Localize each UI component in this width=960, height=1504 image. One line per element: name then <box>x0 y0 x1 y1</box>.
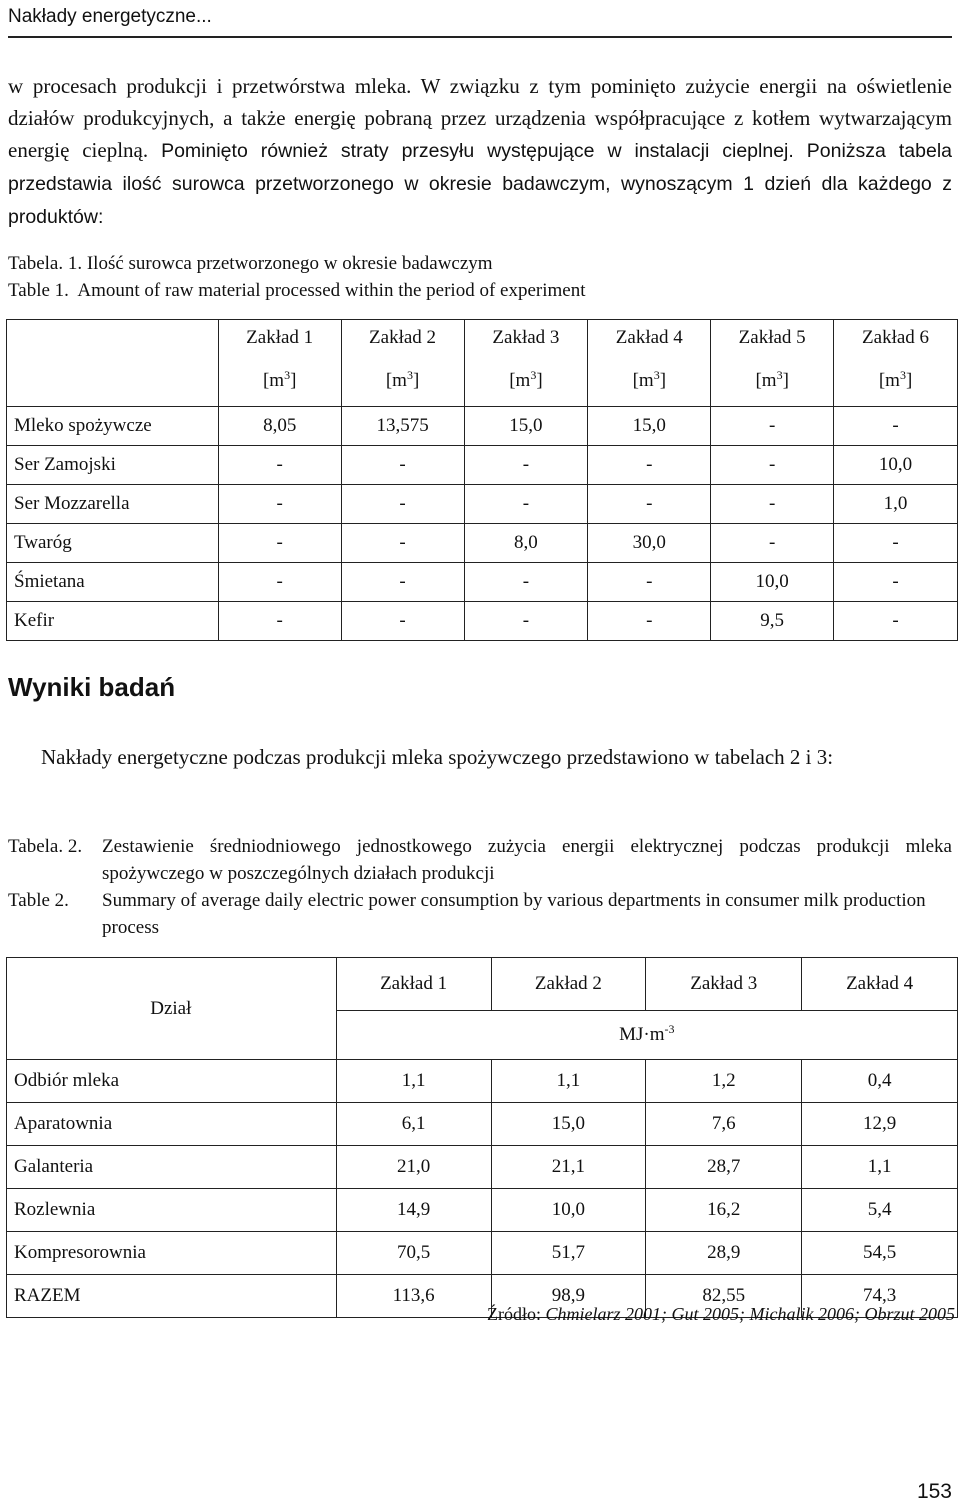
table1-caption-en: Table 1. Amount of raw material processed within the period of experiment <box>8 280 586 301</box>
row-label: Aparatownia <box>7 1103 337 1146</box>
table-cell: 13,575 <box>341 407 464 446</box>
table-cell: - <box>341 563 464 602</box>
table2-header-row <box>7 958 958 1011</box>
row-label: Odbiór mleka <box>7 1060 337 1103</box>
table-cell: - <box>218 446 341 485</box>
table-cell: 5,4 <box>802 1189 958 1232</box>
row-label: Śmietana <box>7 563 219 602</box>
row-label: RAZEM <box>7 1275 337 1318</box>
table-cell: 15,0 <box>491 1103 646 1146</box>
table2-col-header: Zakład 3 <box>646 958 802 1011</box>
row-label: Ser Zamojski <box>7 446 219 485</box>
table-cell: - <box>588 563 711 602</box>
table2-dept-header: Dział <box>7 958 337 1060</box>
table-cell: - <box>711 485 834 524</box>
section-heading: Wyniki badań <box>8 672 176 702</box>
table-cell: 10,0 <box>834 446 958 485</box>
table1-unit: $[m^3]$ <box>711 356 834 407</box>
table-row <box>7 524 958 563</box>
table-cell: 21,0 <box>336 1146 491 1189</box>
table-cell: 1,0 <box>834 485 958 524</box>
table-cell: 98,9 <box>491 1275 646 1318</box>
table-cell: - <box>711 524 834 563</box>
table-cell: - <box>588 446 711 485</box>
table-cell: 10,0 <box>491 1189 646 1232</box>
table-cell: - <box>464 446 588 485</box>
row-label: Galanteria <box>7 1146 337 1189</box>
table-cell: - <box>464 563 588 602</box>
table2-caption-en: Table 2. Summary of average daily electric power consumption by various departments in consumer milk production process <box>8 890 926 938</box>
table1-col-header: Zakład 6 <box>834 320 958 357</box>
table-cell: - <box>464 602 588 641</box>
table-row <box>7 1189 958 1232</box>
row-label: Kompresorownia <box>7 1232 337 1275</box>
table-cell: - <box>711 407 834 446</box>
table-cell: 9,5 <box>711 602 834 641</box>
table-row <box>7 485 958 524</box>
table-row <box>7 407 958 446</box>
table2-source: Źródło: Chmielarz 2001; Gut 2005; Michalik 2006; Obrzut 2005 <box>487 1304 955 1324</box>
row-label: Twaróg <box>7 524 219 563</box>
table-cell: 7,6 <box>646 1103 802 1146</box>
table-cell: 15,0 <box>464 407 588 446</box>
table-cell: - <box>341 446 464 485</box>
table1-col-header: Zakład 4 <box>588 320 711 357</box>
table-cell: - <box>588 485 711 524</box>
table-cell: 1,1 <box>802 1146 958 1189</box>
table1-unit: $[m^3]$ <box>834 356 958 407</box>
running-header-title: Nakłady energetyczne... <box>8 6 212 27</box>
table1-unit: $[m^3]$ <box>588 356 711 407</box>
table1 <box>6 319 958 641</box>
table-cell: 1,1 <box>336 1060 491 1103</box>
table-row <box>7 1103 958 1146</box>
table1-col-header: Zakład 2 <box>341 320 464 357</box>
table-cell: 21,1 <box>491 1146 646 1189</box>
table2-caption-pl: Tabela. 2. Zestawienie średniodniowego jednostkowego zużycia energii elektrycznej podczas produkcji mleka spożywczego w poszczególnych działach produkcji <box>8 836 952 884</box>
table-cell: - <box>834 407 958 446</box>
row-label: Rozlewnia <box>7 1189 337 1232</box>
table-cell: 54,5 <box>802 1232 958 1275</box>
table-cell: - <box>834 602 958 641</box>
table-cell: - <box>218 602 341 641</box>
intro-paragraph <box>8 70 952 233</box>
table-cell: 10,0 <box>711 563 834 602</box>
table1-unit-row <box>7 356 958 407</box>
page-number: 153 <box>916 1480 952 1503</box>
table-row <box>7 1146 958 1189</box>
table-cell: - <box>341 602 464 641</box>
table-row <box>7 446 958 485</box>
table-cell: - <box>711 446 834 485</box>
table1-unit: $[m^3]$ <box>464 356 588 407</box>
table-cell: 14,9 <box>336 1189 491 1232</box>
table-row <box>7 1060 958 1103</box>
table2 <box>6 957 958 1318</box>
table1-col-header: Zakład 5 <box>711 320 834 357</box>
table-cell: 70,5 <box>336 1232 491 1275</box>
table1-caption-pl: Tabela. 1. Ilość surowca przetworzonego w okresie badawczym <box>8 253 493 274</box>
table-cell: - <box>341 524 464 563</box>
table2-unit: $MJ\cdot m^{-3}$ <box>336 1011 957 1060</box>
table1-header-row <box>7 320 958 357</box>
table-cell: 1,2 <box>646 1060 802 1103</box>
table-cell: 113,6 <box>336 1275 491 1318</box>
row-label: Mleko spożywcze <box>7 407 219 446</box>
table-cell: 1,1 <box>491 1060 646 1103</box>
table-cell: - <box>341 485 464 524</box>
table-cell: 8,05 <box>218 407 341 446</box>
table-row <box>7 563 958 602</box>
table2-caption <box>8 833 952 941</box>
table1-col-header: Zakład 1 <box>218 320 341 357</box>
table-row <box>7 602 958 641</box>
table-cell: 0,4 <box>802 1060 958 1103</box>
table-cell: 51,7 <box>491 1232 646 1275</box>
table2-col-header: Zakład 4 <box>802 958 958 1011</box>
table-cell: 28,7 <box>646 1146 802 1189</box>
table1-unit: $[m^3]$ <box>218 356 341 407</box>
table1-unit: $[m^3]$ <box>341 356 464 407</box>
intro-text-sans: Pominięto również straty przesyłu występujące w instalacji cieplnej. Poniższa tabela przedstawia ilość surowca przetworzonego w okresie badawczym, wynoszącym 1 dzień dla każdego z produktów: <box>8 140 952 228</box>
results-paragraph: Nakłady energetyczne podczas produkcji mleka spożywczego przedstawiono w tabelach 2 i 3: <box>41 745 834 769</box>
table-cell: 15,0 <box>588 407 711 446</box>
table-cell: 8,0 <box>464 524 588 563</box>
table-cell: - <box>834 563 958 602</box>
table-cell: 12,9 <box>802 1103 958 1146</box>
table-cell: - <box>218 524 341 563</box>
table-cell: - <box>218 563 341 602</box>
table-cell: 28,9 <box>646 1232 802 1275</box>
table-cell: - <box>218 485 341 524</box>
table2-col-header: Zakład 1 <box>336 958 491 1011</box>
table1-caption <box>8 250 952 304</box>
row-label: Kefir <box>7 602 219 641</box>
running-header <box>8 0 952 38</box>
table-cell: 30,0 <box>588 524 711 563</box>
table1-col-header: Zakład 3 <box>464 320 588 357</box>
table-cell: 82,55 <box>646 1275 802 1318</box>
table-cell: 6,1 <box>336 1103 491 1146</box>
table-cell: 16,2 <box>646 1189 802 1232</box>
intro-text-serif: w procesach produkcji i przetwórstwa mleka. W związku z tym pominięto zużycie energii na oświetlenie działów produkcyjnych, a także energię pobraną przez urządzenia współpracujące z kotłem wytwarzającym energię cieplną. <box>8 74 952 162</box>
table-cell: 74,3 <box>802 1275 958 1318</box>
table-cell: - <box>464 485 588 524</box>
table-row <box>7 1232 958 1275</box>
row-label: Ser Mozzarella <box>7 485 219 524</box>
table-cell: - <box>834 524 958 563</box>
table-cell: - <box>588 602 711 641</box>
table2-col-header: Zakład 2 <box>491 958 646 1011</box>
